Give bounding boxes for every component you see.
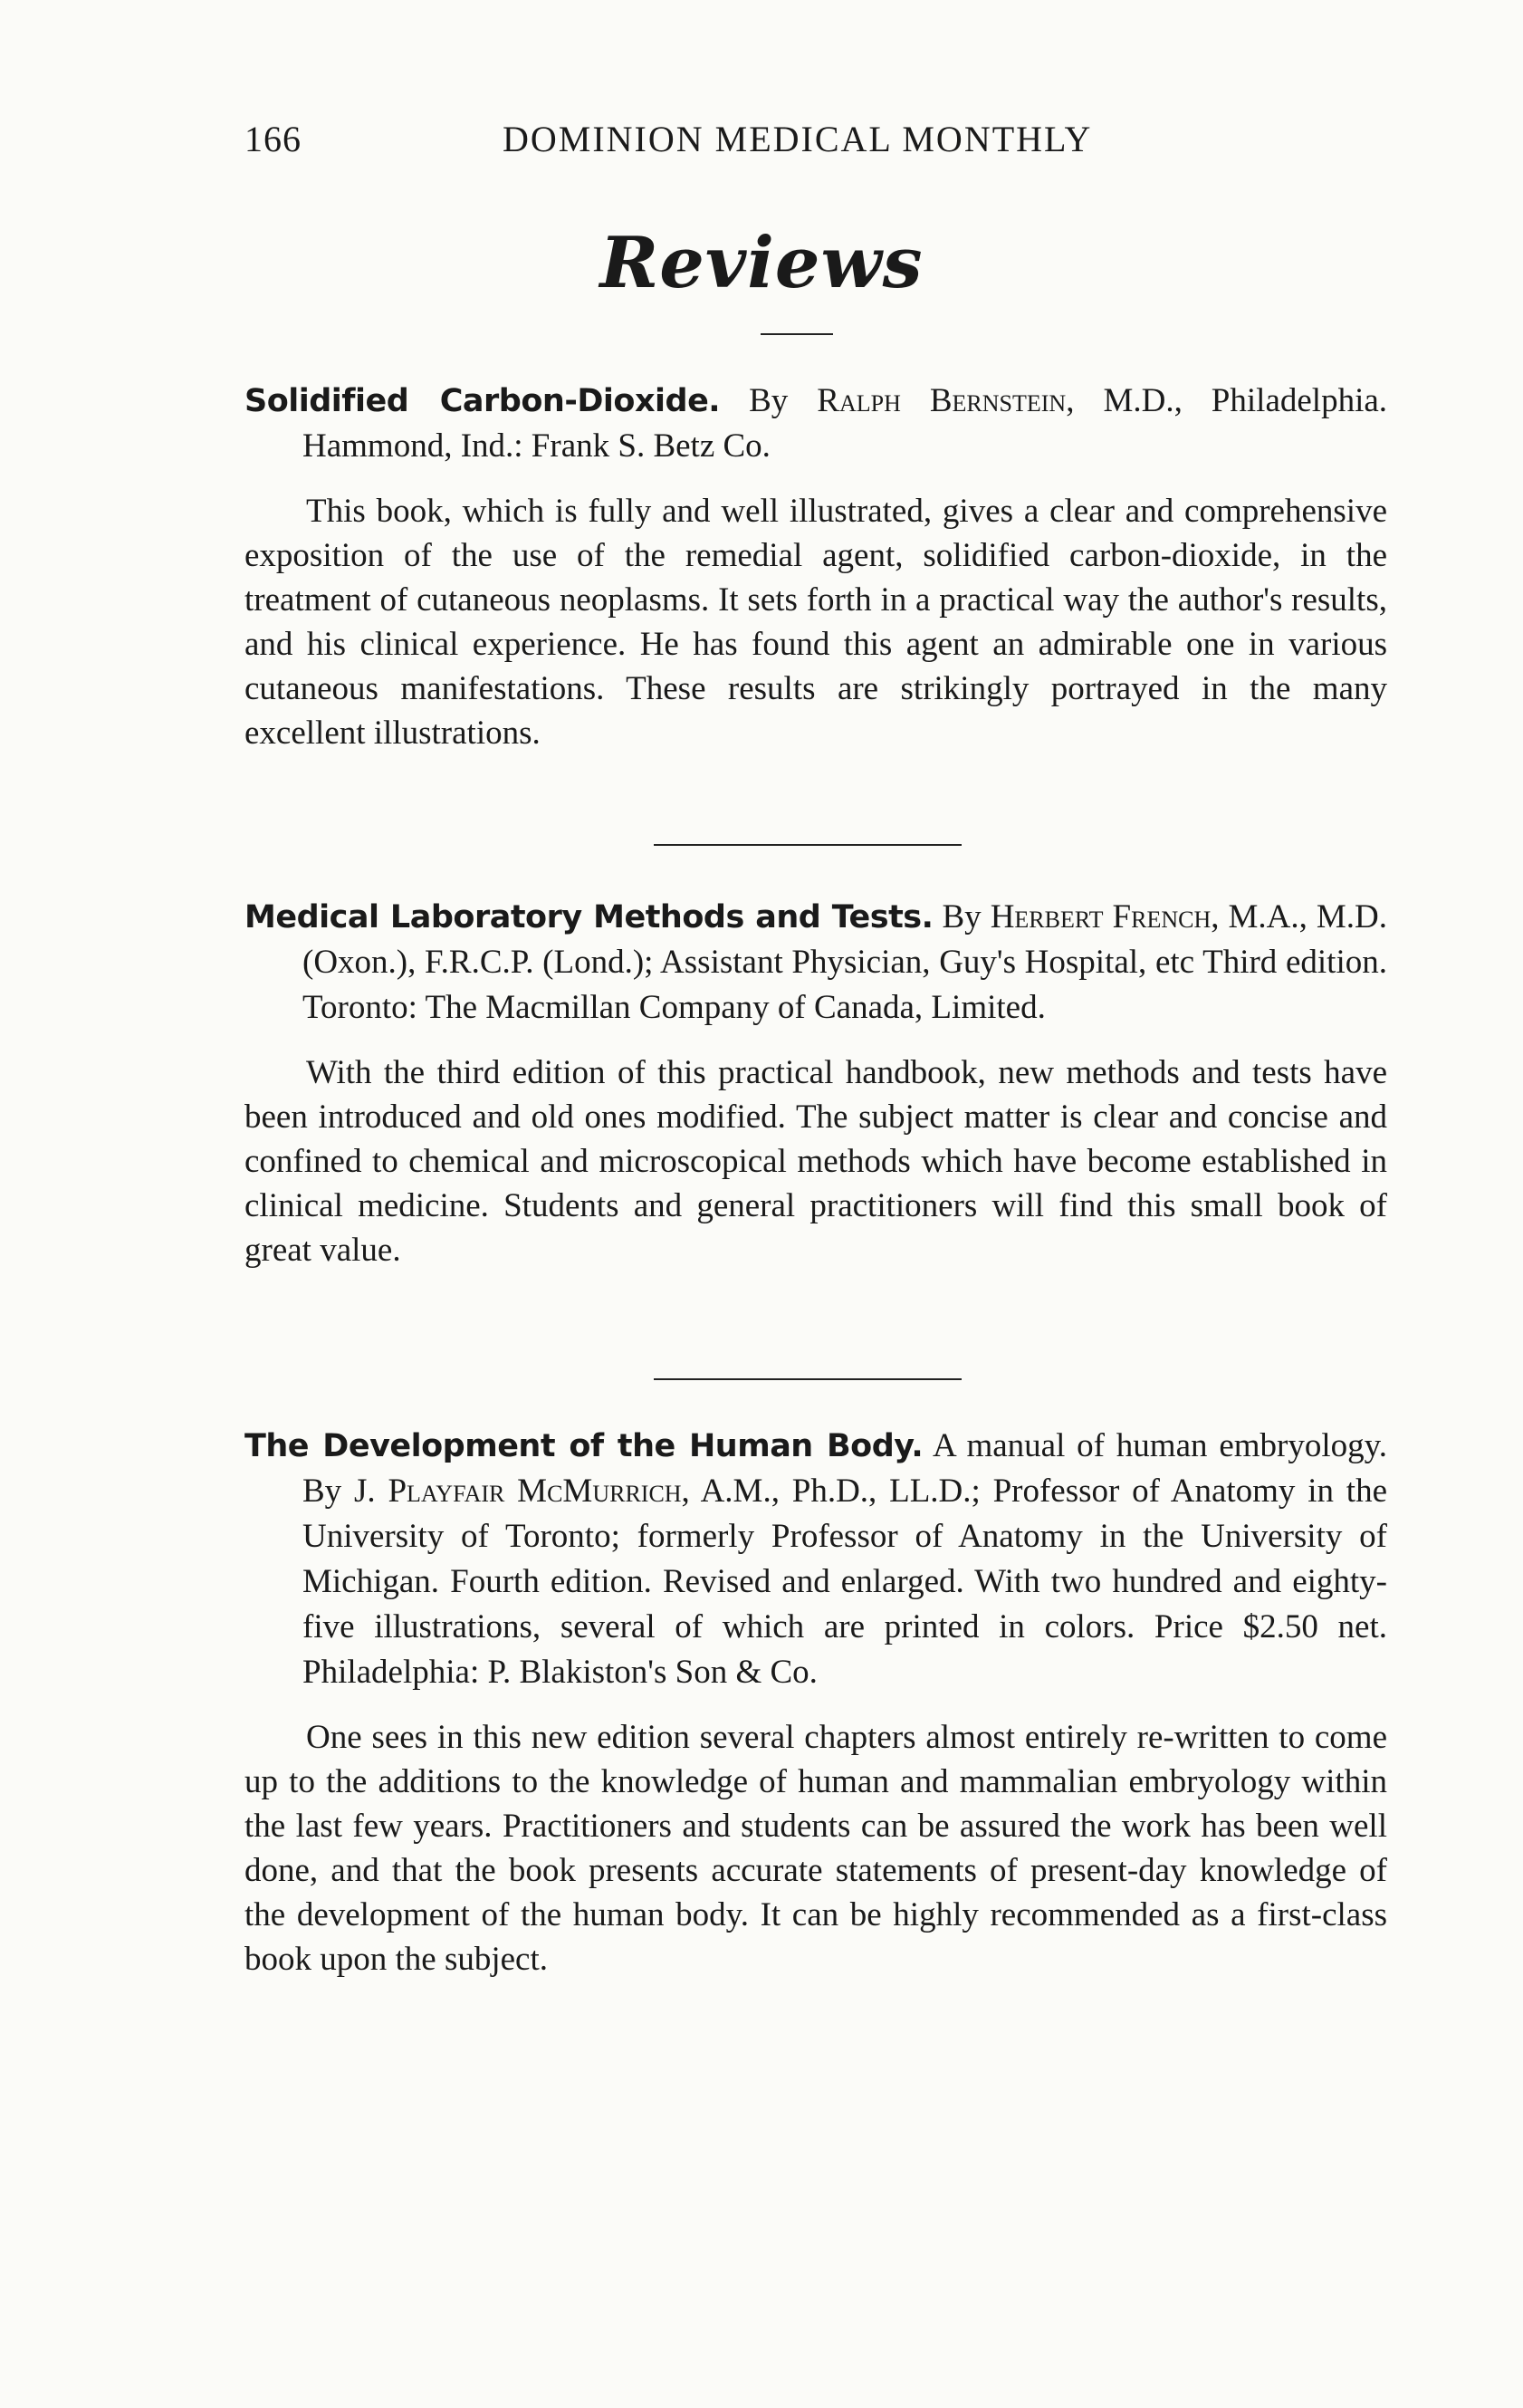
review-citation bbox=[244, 379, 1387, 469]
by-word: By bbox=[749, 382, 789, 419]
title-rule bbox=[761, 333, 833, 335]
page-number: 166 bbox=[244, 119, 302, 159]
by-word: By bbox=[942, 898, 982, 935]
running-head bbox=[244, 118, 1331, 163]
book-title: Medical Laboratory Methods and Tests. bbox=[244, 899, 934, 935]
section-divider bbox=[654, 1378, 962, 1380]
review-body: One sees in this new edition several chapters almost entirely re-written to come up to the additions to the knowledge of human and mammalian embryology within the last few years. Practitioners and students can be assured the work has been well done, and that the book presents accurate statements of present-day knowledge of the development of the human body. It can be highly recommended as a first-class book upon the subject. bbox=[244, 1719, 1387, 1978]
review-citation bbox=[244, 895, 1387, 1031]
book-title: Solidified Carbon-Dioxide. bbox=[244, 383, 721, 419]
citation-details: M.A., M.D. (Oxon.), F.R.C.P. (Lond.); Assistant Physician, Guy's Hospital, etc Third edition. Toronto: The Macmillan Company of Canada, Limited. bbox=[302, 898, 1388, 1026]
citation-intro: A manual of human embryology. bbox=[932, 1427, 1387, 1464]
by-word: By J. bbox=[302, 1473, 376, 1510]
author-name: Ralph Bernstein, bbox=[817, 382, 1075, 419]
section-title: Reviews bbox=[599, 222, 924, 304]
review-item bbox=[244, 379, 1387, 755]
section-divider bbox=[654, 844, 962, 846]
citation-details: A.M., Ph.D., LL.D.; Professor of Anatomy in the University of Toronto; formerly Professor of Anatomy in the University of Michigan. Fourth edition. Revised and enlarged. With two hundred and eighty-five illustrations, several of which are printed in colors. Price $2.50 net. Philadelphia: P. Blakiston's Son & Co. bbox=[302, 1473, 1388, 1691]
citation-details: M.D., Philadelphia. Hammond, Ind.: Frank S. Betz Co. bbox=[302, 382, 1388, 465]
review-item bbox=[244, 1424, 1387, 1981]
author-name: Herbert French, bbox=[990, 898, 1220, 935]
author-name: Playfair McMurrich, bbox=[388, 1473, 690, 1510]
book-title: The Development of the Human Body. bbox=[244, 1428, 924, 1464]
review-citation bbox=[244, 1424, 1387, 1695]
review-body: With the third edition of this practical handbook, new methods and tests have been introduced and old ones modified. The subject matter is clear and concise and confined to chemical and microscopical methods which have become established in clinical medicine. Students and general practitioners will find this small book of great value. bbox=[244, 1054, 1387, 1269]
journal-title: DOMINION MEDICAL MONTHLY bbox=[503, 119, 1093, 159]
review-body: This book, which is fully and well illustrated, gives a clear and comprehensive exposition of the use of the remedial agent, solidified carbon-dioxide, in the treatment of cutaneous neoplasms. It sets forth in a practical way the author's results, and his clinical experience. He has found this agent an admirable one in various cutaneous manifestations. These results are strikingly portrayed in the many excellent illustrations. bbox=[244, 493, 1387, 752]
review-item bbox=[244, 895, 1387, 1272]
